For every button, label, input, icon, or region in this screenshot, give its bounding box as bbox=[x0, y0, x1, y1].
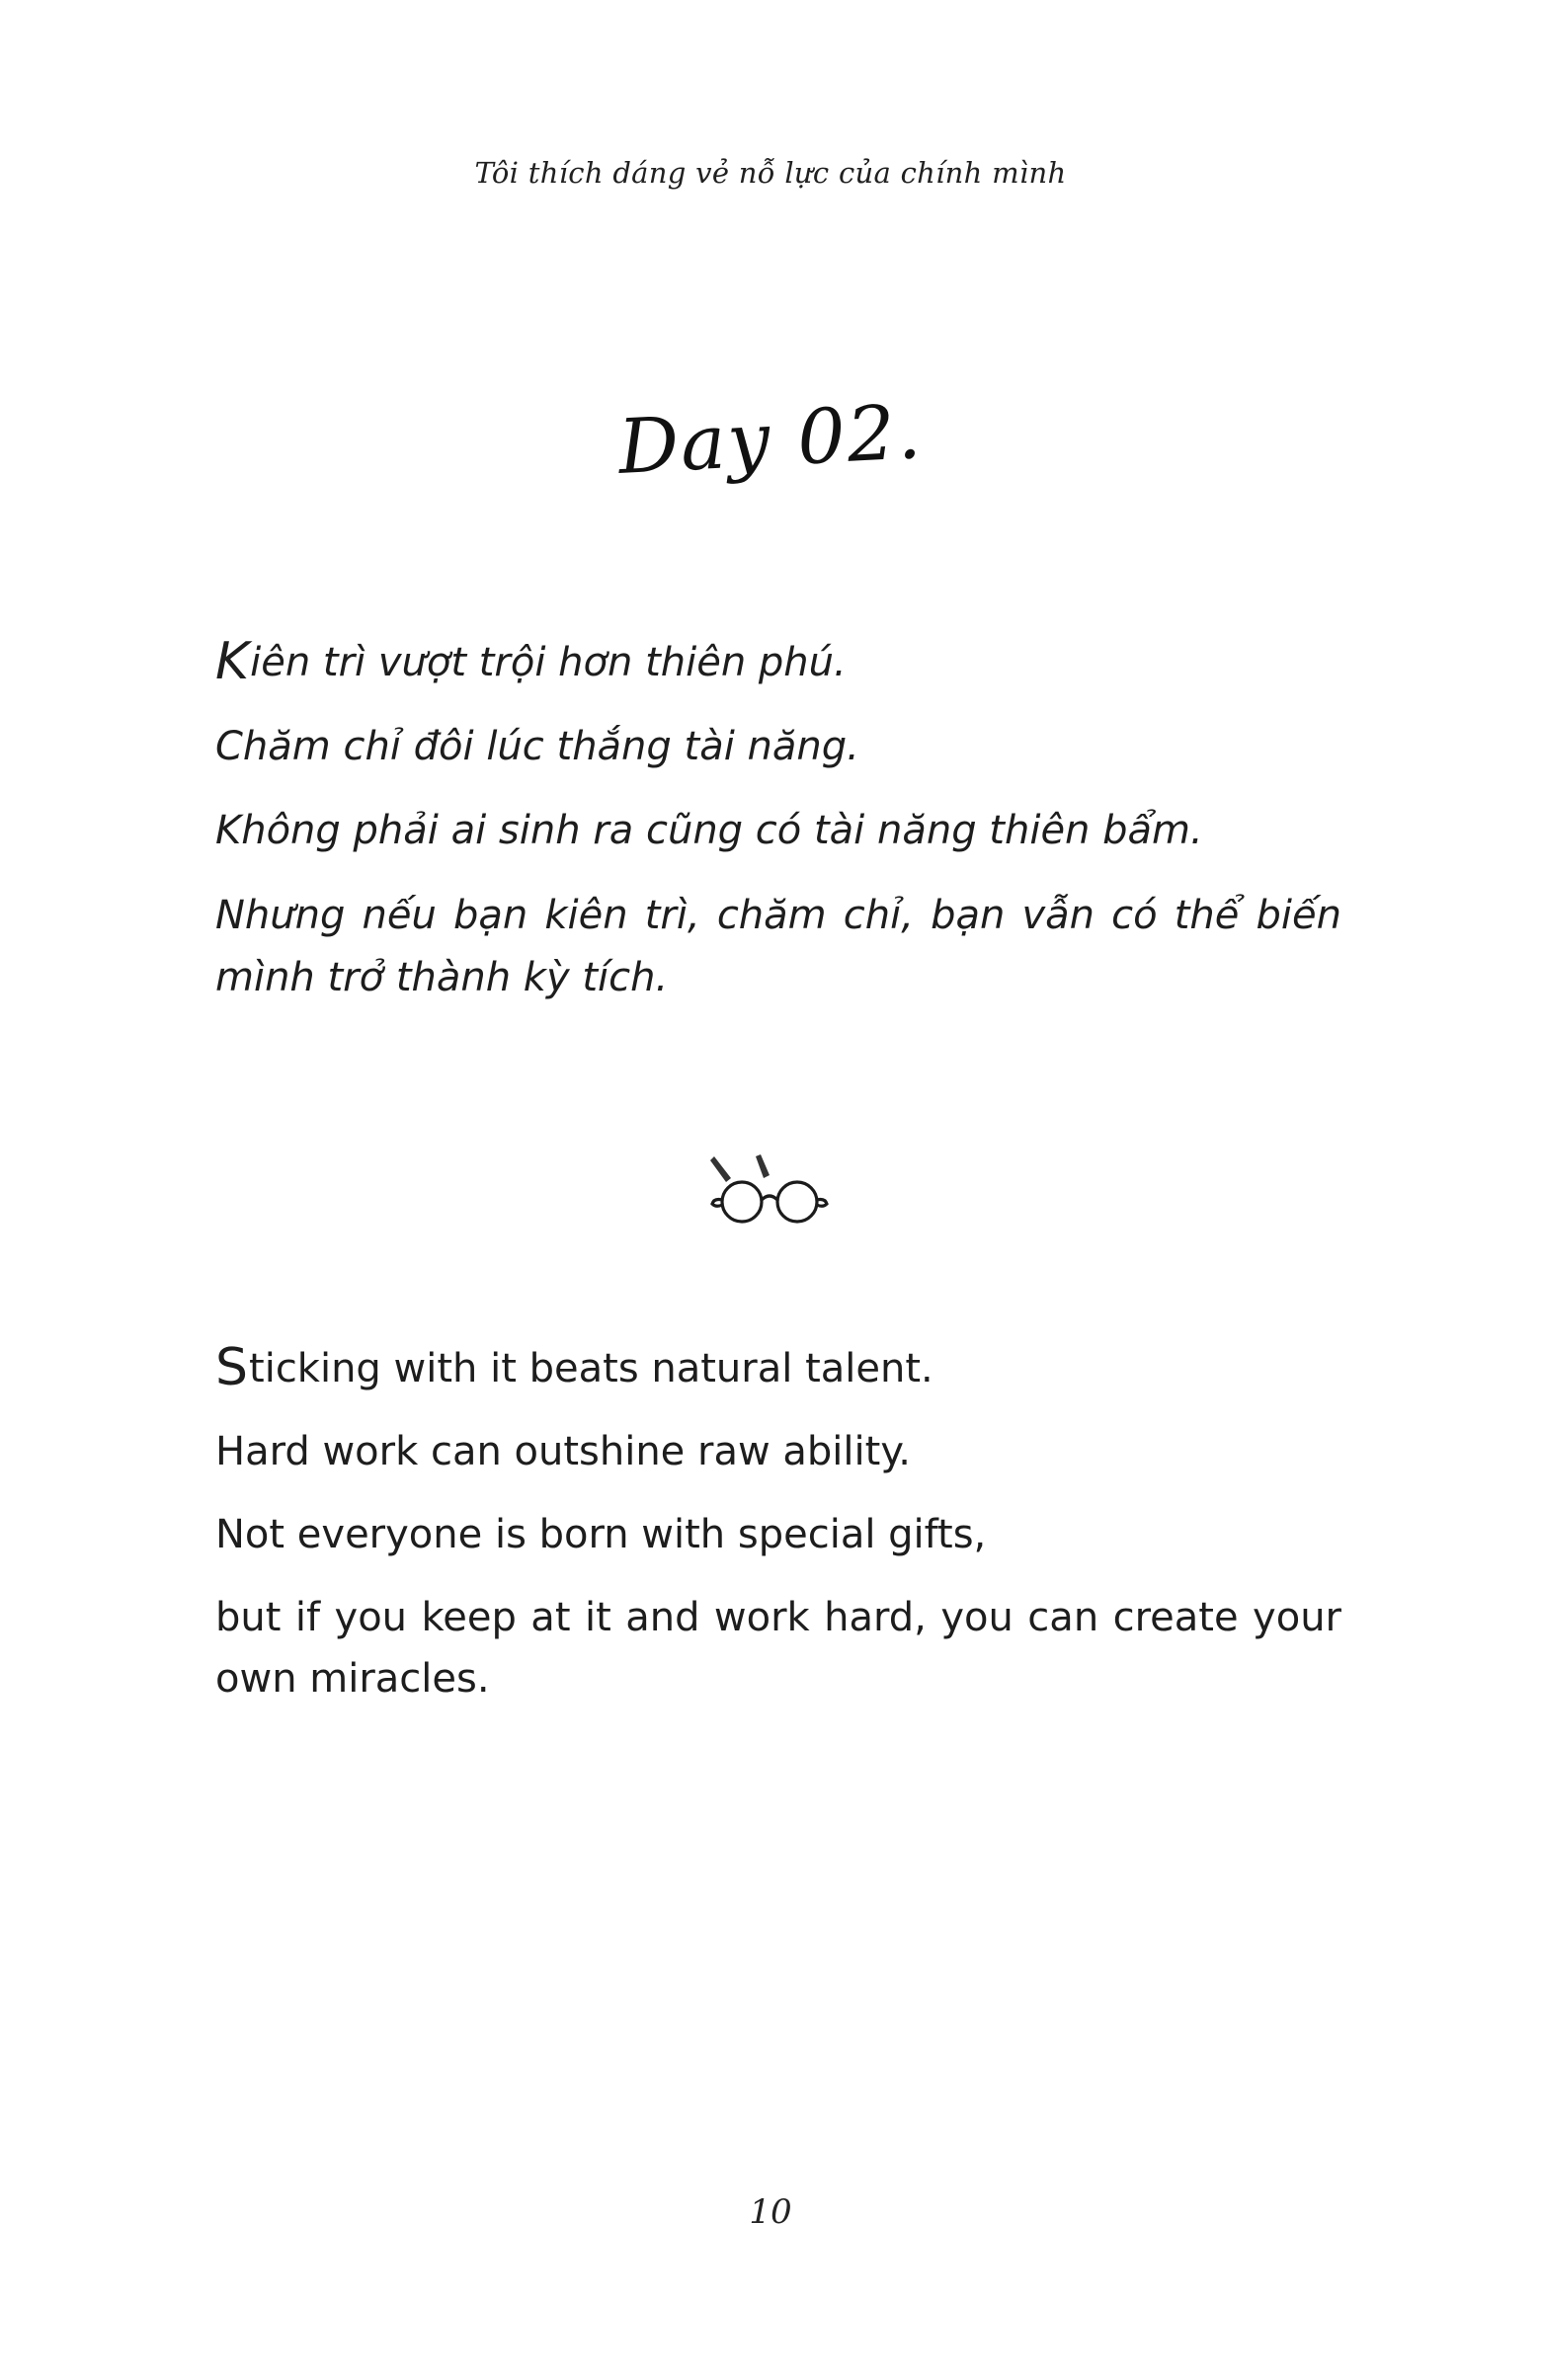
vietnamese-line-1-text: iên trì vượt trội hơn thiên phú. bbox=[250, 640, 847, 685]
page-number: 10 bbox=[749, 2192, 792, 2232]
vietnamese-line-1 bbox=[215, 632, 1341, 694]
vietnamese-dropcap: K bbox=[215, 632, 250, 691]
english-passage bbox=[215, 1338, 1341, 1709]
vietnamese-passage bbox=[215, 632, 1341, 1009]
vietnamese-line-2: Chăm chỉ đôi lúc thắng tài năng. bbox=[215, 724, 859, 770]
english-line-1-text: ticking with it beats natural talent. bbox=[249, 1346, 933, 1391]
english-line-1 bbox=[215, 1338, 1341, 1399]
running-head: Tôi thích dáng vẻ nỗ lực của chính mình bbox=[474, 156, 1067, 190]
vietnamese-line-3: Không phải ai sinh ra cũng có tài năng thiên bẩm. bbox=[215, 808, 1203, 854]
english-line-4: but if you keep at it and work hard, you can create your own miracles. bbox=[215, 1595, 1341, 1702]
english-line-3: Not everyone is born with special gifts, bbox=[215, 1512, 987, 1557]
page-title: Day 02. bbox=[615, 386, 926, 492]
ornament-container bbox=[0, 1121, 1541, 1239]
vietnamese-line-4: Nhưng nếu bạn kiên trì, chăm chỉ, bạn vẫn có thể biến mình trở thành kỳ tích. bbox=[215, 892, 1341, 1000]
english-dropcap: S bbox=[215, 1338, 249, 1397]
english-line-2: Hard work can outshine raw ability. bbox=[215, 1429, 912, 1474]
glasses-icon bbox=[687, 1121, 854, 1239]
